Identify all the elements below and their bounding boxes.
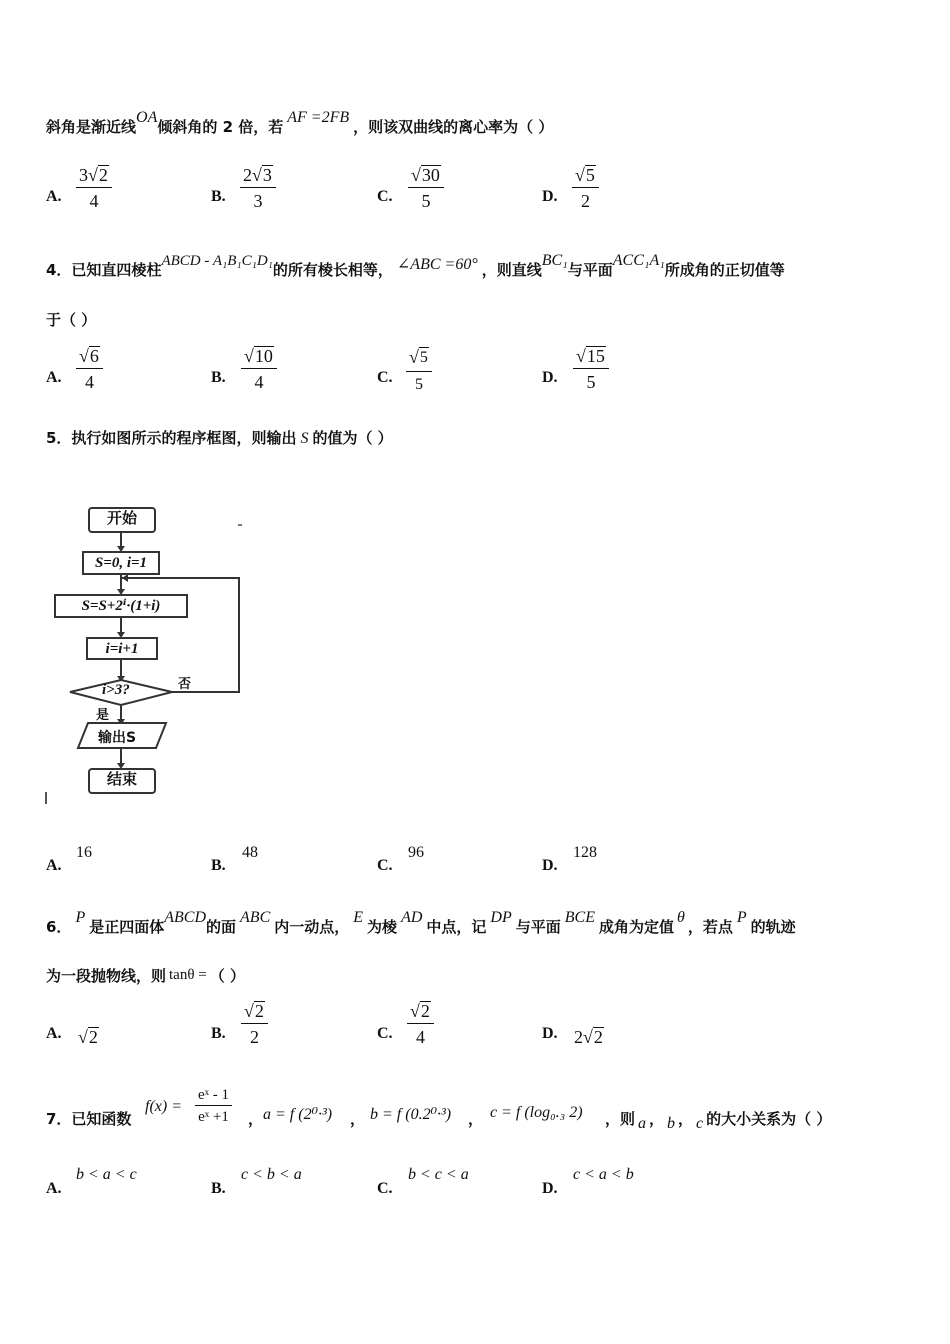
flowchart-start: 开始	[88, 507, 156, 533]
q4-text-5: 所成角的正切值等	[664, 261, 785, 279]
q6-text-3: 内一动点，	[274, 918, 350, 936]
q3-stem	[46, 109, 554, 137]
q6-option-a-label[interactable]: A.	[46, 1025, 62, 1042]
q7-math-b-def: b = f (0.2⁰·³)	[370, 1106, 452, 1123]
q6-line2-text-2: （ ）	[209, 967, 245, 985]
radicand: 15	[586, 346, 605, 366]
coef: 2	[243, 165, 252, 185]
radicand: 2	[98, 165, 108, 185]
q5-option-b-value[interactable]: 48	[242, 844, 258, 861]
radicand: 2	[88, 1027, 98, 1047]
q4-option-a-value[interactable]: √ 6 4	[76, 345, 103, 393]
q6-math-abcd: ABCD	[164, 909, 207, 926]
q4-text-4: 与平面	[567, 261, 613, 279]
flowchart-end: 结束	[88, 768, 156, 794]
coef: 3	[79, 165, 88, 185]
q4-option-a-label[interactable]: A.	[46, 369, 62, 386]
q7-option-b-value[interactable]: c < b < a	[241, 1166, 302, 1183]
denominator: 2	[249, 1027, 259, 1047]
denominator: eˣ +1	[198, 1109, 229, 1125]
flowchart-body: S=S+2ⁱ·(1+i)	[54, 594, 188, 618]
flowchart-init: S=0, i=1	[82, 551, 160, 575]
q7-option-c-value[interactable]: b < c < a	[408, 1166, 469, 1183]
q5-option-a-label[interactable]: A.	[46, 857, 62, 874]
q7-stem-3: ，则 a ， b ， c 的大小关系为（ ）	[605, 1110, 832, 1132]
q7-stem-2: ，	[248, 1110, 264, 1128]
denominator: 4	[89, 191, 99, 211]
q6-line2-text-1: 为一段抛物线，则	[46, 967, 167, 985]
q6-math-p: P	[75, 909, 86, 926]
q5-option-b-label[interactable]: B.	[211, 857, 226, 874]
q6-text-5: 中点，记	[426, 918, 487, 936]
denominator: 4	[84, 372, 94, 392]
flowchart-increment: i=i+1	[86, 637, 158, 660]
denominator: 5	[421, 191, 431, 211]
q6-math-p2: P	[736, 909, 747, 926]
q5-option-d-label[interactable]: D.	[542, 857, 558, 874]
denominator: 4	[415, 1027, 425, 1047]
q7-option-c-label[interactable]: C.	[377, 1180, 393, 1197]
radicand: 2	[593, 1027, 603, 1047]
q7-option-a-value[interactable]: b < a < c	[76, 1166, 137, 1183]
denominator: 5	[586, 372, 596, 392]
q6-text-8: ，若点	[687, 918, 733, 936]
q3-option-d-label[interactable]: D.	[542, 188, 558, 205]
q7-option-b-label[interactable]: B.	[211, 1180, 226, 1197]
q3-math-oa: OA	[136, 109, 158, 126]
radicand: 2	[254, 1001, 264, 1021]
q6-option-c-label[interactable]: C.	[377, 1025, 393, 1042]
q6-text-4: 为棱	[367, 918, 398, 936]
denominator: 5	[414, 376, 423, 393]
q6-math-ad: AD	[401, 909, 423, 926]
q6-text-9: 的轨迹	[750, 918, 796, 936]
denominator: 3	[253, 191, 263, 211]
q6-text-2: 的面	[206, 918, 237, 936]
flowchart-no-label: 否	[178, 677, 192, 692]
q7-math-b: b	[667, 1115, 676, 1132]
q5-math-s: S	[300, 430, 309, 447]
q4-option-b-label[interactable]: B.	[211, 369, 226, 386]
q3-option-a-value[interactable]: 3 √ 2 4	[76, 164, 112, 212]
q6-stem-line2	[46, 965, 245, 986]
q6-option-d-label[interactable]: D.	[542, 1025, 558, 1042]
q4-text-3: ，则直线	[481, 261, 542, 279]
q7-stem	[46, 1108, 131, 1129]
q3-option-c-label[interactable]: C.	[377, 188, 393, 205]
q7-text-3: 的大小关系为（ ）	[706, 1110, 832, 1128]
q6-text-7: 成角为定值	[598, 918, 674, 936]
q6-math-tan: tanθ =	[169, 967, 207, 983]
q4-stem-line2: 于（ ）	[46, 311, 97, 329]
q4-text-1: 4．已知直四棱柱	[46, 261, 162, 279]
flowchart-condition: i>3?	[102, 682, 130, 698]
q7-option-d-label[interactable]: D.	[542, 1180, 558, 1197]
q6-option-a-value[interactable]: √ 2	[78, 1027, 98, 1047]
radicand: 2	[420, 1001, 430, 1021]
q3-option-b-label[interactable]: B.	[211, 188, 226, 205]
q7-math-c: c	[696, 1115, 704, 1132]
denominator: 2	[580, 191, 590, 211]
q4-option-d-label[interactable]: D.	[542, 369, 558, 386]
q3-text-2: 倾斜角的 2 倍，若	[157, 118, 284, 136]
q7-math-a: a	[638, 1115, 647, 1132]
numerator: eˣ - 1	[195, 1086, 232, 1106]
q6-option-b-value[interactable]: √ 2 2	[241, 1000, 268, 1048]
q5-stem	[46, 427, 393, 448]
q6-math-e: E	[353, 909, 364, 926]
q7-text-1: 7．已知函数	[46, 1110, 132, 1128]
q6-option-b-label[interactable]: B.	[211, 1025, 226, 1042]
flowchart-yes-label: 是	[96, 708, 110, 723]
q6-option-d-value[interactable]: 2 √ 2	[574, 1027, 603, 1047]
q4-math-plane: ACC₁A₁	[612, 252, 665, 269]
q4-stem	[46, 252, 785, 280]
q5-option-c-value[interactable]: 96	[408, 844, 424, 861]
q5-option-c-label[interactable]: C.	[377, 857, 393, 874]
denominator: 4	[254, 372, 264, 392]
coef: 2	[574, 1027, 583, 1047]
q3-text-1: 斜角是渐近线	[46, 118, 137, 136]
q5-option-d-value[interactable]: 128	[573, 844, 597, 861]
q3-text-3: ，则该双曲线的离心率为（ ）	[353, 118, 554, 136]
q5-text-2: 的值为（ ）	[312, 429, 393, 447]
q5-text-1: 5．执行如图所示的程序框图，则输出	[46, 429, 297, 447]
q6-text-0: 6．	[46, 918, 72, 936]
radicand: 5	[585, 165, 595, 185]
q7-option-a-label[interactable]: A.	[46, 1180, 62, 1197]
radicand: 3	[262, 165, 272, 185]
q4-option-b-value[interactable]: √ 10 4	[241, 345, 277, 393]
radicand: 5	[419, 349, 428, 366]
q5-option-a-value[interactable]: 16	[76, 844, 92, 861]
q6-text-1: 是正四面体	[89, 918, 165, 936]
q3-option-d-value[interactable]: √ 5 2	[572, 164, 599, 212]
q4-text-2: 的所有棱长相等，	[272, 261, 393, 279]
q6-math-theta: θ	[676, 909, 685, 926]
radicand: 6	[89, 346, 99, 366]
q3-math-af: AF =2FB	[287, 109, 350, 126]
q4-option-d-value[interactable]: √ 15 5	[573, 345, 609, 393]
q6-stem	[46, 909, 796, 937]
q6-option-c-value[interactable]: √ 2 4	[407, 1000, 434, 1048]
radicand: 10	[254, 346, 273, 366]
q6-math-dp: DP	[490, 909, 512, 926]
q7-math-a-def: a = f (2⁰·³)	[263, 1106, 333, 1123]
flowchart-output: 输出S	[98, 730, 137, 746]
q3-option-c-value[interactable]: √ 30 5	[408, 164, 444, 212]
q3-option-a-label[interactable]: A.	[46, 188, 62, 205]
q4-math-prism: ABCD - A₁B₁C₁D₁	[161, 253, 273, 269]
q4-math-bc1: BC₁	[541, 252, 568, 269]
q3-option-b-value[interactable]: 2 √ 3 3	[240, 164, 276, 212]
radicand: 30	[421, 165, 440, 185]
q7-math-fx: f(x) =	[145, 1098, 182, 1115]
q7-comma-1: ，	[350, 1110, 366, 1128]
q4-option-c-value[interactable]: √ 5 5	[406, 347, 432, 396]
q4-option-c-label[interactable]: C.	[377, 369, 393, 386]
q7-text-2: ，则	[605, 1110, 636, 1128]
q7-option-d-value[interactable]: c < a < b	[573, 1166, 634, 1183]
q6-math-bce: BCE	[564, 909, 595, 926]
q6-text-6: 与平面	[515, 918, 561, 936]
q7-math-fraction	[195, 1086, 232, 1126]
q7-math-c-def: c = f (log₀.₃ 2)	[490, 1104, 583, 1121]
q7-comma-2: ，	[468, 1110, 484, 1128]
q6-math-abc: ABC	[240, 909, 271, 926]
q4-math-angle: ∠ABC =60°	[396, 256, 478, 273]
